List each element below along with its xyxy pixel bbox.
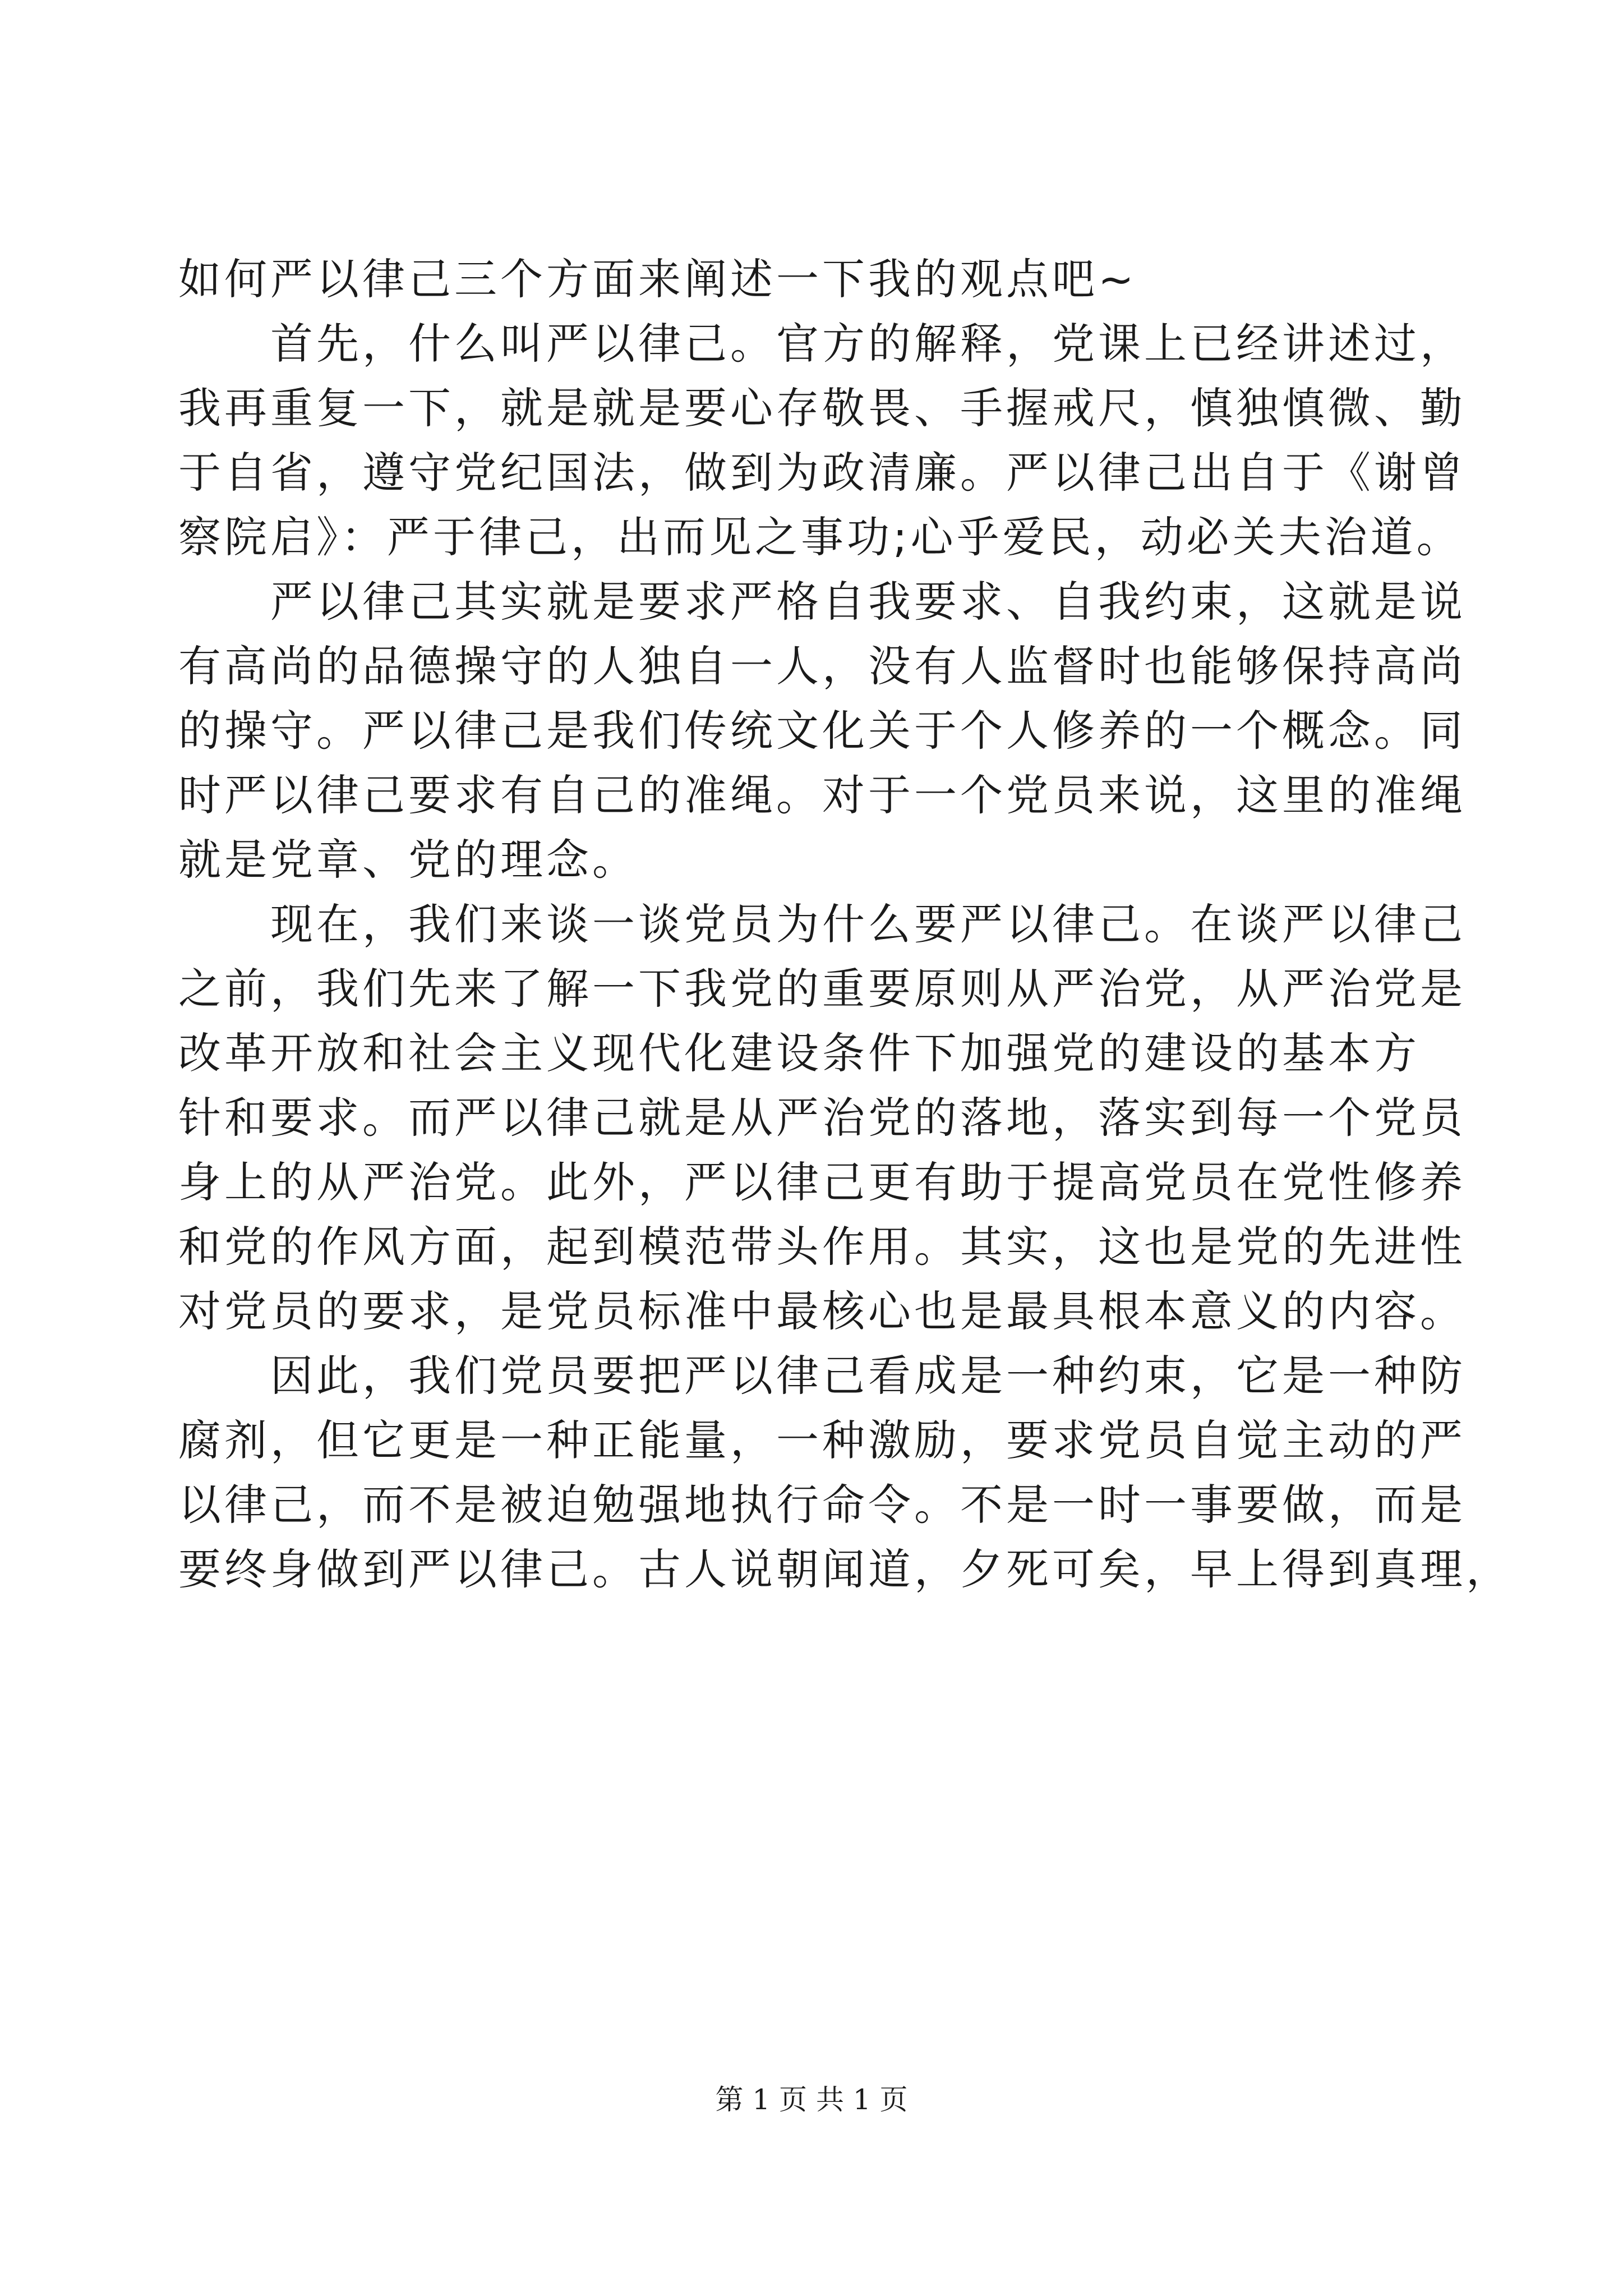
page-number-footer: 第 1 页 共 1 页 [715,2083,908,2116]
text-line: 身上的从严治党。此外，严以律己更有助于提高党员在党性修养 [178,1157,1466,1207]
text-line: 的操守。严以律己是我们传统文化关于个人修养的一个概念。同 [178,706,1466,756]
text-line: 于自省，遵守党纪国法，做到为政清廉。严以律己出自于《谢曾 [178,448,1466,498]
document-body [178,247,1512,1602]
text-line: 改革开放和社会主义现代化建设条件下加强党的建设的基本方 [178,1028,1420,1078]
text-line: 对党员的要求，是党员标准中最核心也是最具根本意义的内容。 [178,1286,1466,1336]
text-line: 和党的作风方面，起到模范带头作用。其实，这也是党的先进性 [178,1222,1466,1272]
text-line: 有高尚的品德操守的人独自一人，没有人监督时也能够保持高尚 [178,641,1466,691]
text-line: 就是党章、党的理念。 [178,835,638,885]
text-line: 首先，什么叫严以律己。官方的解释，党课上已经讲述过， [178,319,1466,369]
text-line: 腐剂，但它更是一种正能量，一种激励，要求党员自觉主动的严 [178,1415,1466,1465]
text-line: 严以律己其实就是要求严格自我要求、自我约束，这就是说 [178,577,1466,627]
text-line: 以律己，而不是被迫勉强地执行命令。不是一时一事要做，而是 [178,1480,1466,1530]
text-line: 之前，我们先来了解一下我党的重要原则从严治党，从严治党是 [178,964,1466,1014]
text-line: 针和要求。而严以律己就是从严治党的落地，落实到每一个党员 [178,1093,1466,1143]
text-line: 要终身做到严以律己。古人说朝闻道，夕死可矣，早上得到真理， [178,1544,1512,1594]
text-line: 察院启》：严于律己，出而见之事功;心乎爱民，动必关夫治道。 [178,512,1463,562]
text-line: 如何严以律己三个方面来阐述一下我的观点吧~ [178,254,1137,304]
text-line: 现在，我们来谈一谈党员为什么要严以律己。在谈严以律己 [178,899,1466,949]
text-line: 我再重复一下，就是就是要心存敬畏、手握戒尺，慎独慎微、勤 [178,383,1466,433]
text-line: 时严以律己要求有自己的准绳。对于一个党员来说，这里的准绳 [178,770,1466,820]
text-line: 因此，我们党员要把严以律己看成是一种约束，它是一种防 [178,1351,1466,1401]
